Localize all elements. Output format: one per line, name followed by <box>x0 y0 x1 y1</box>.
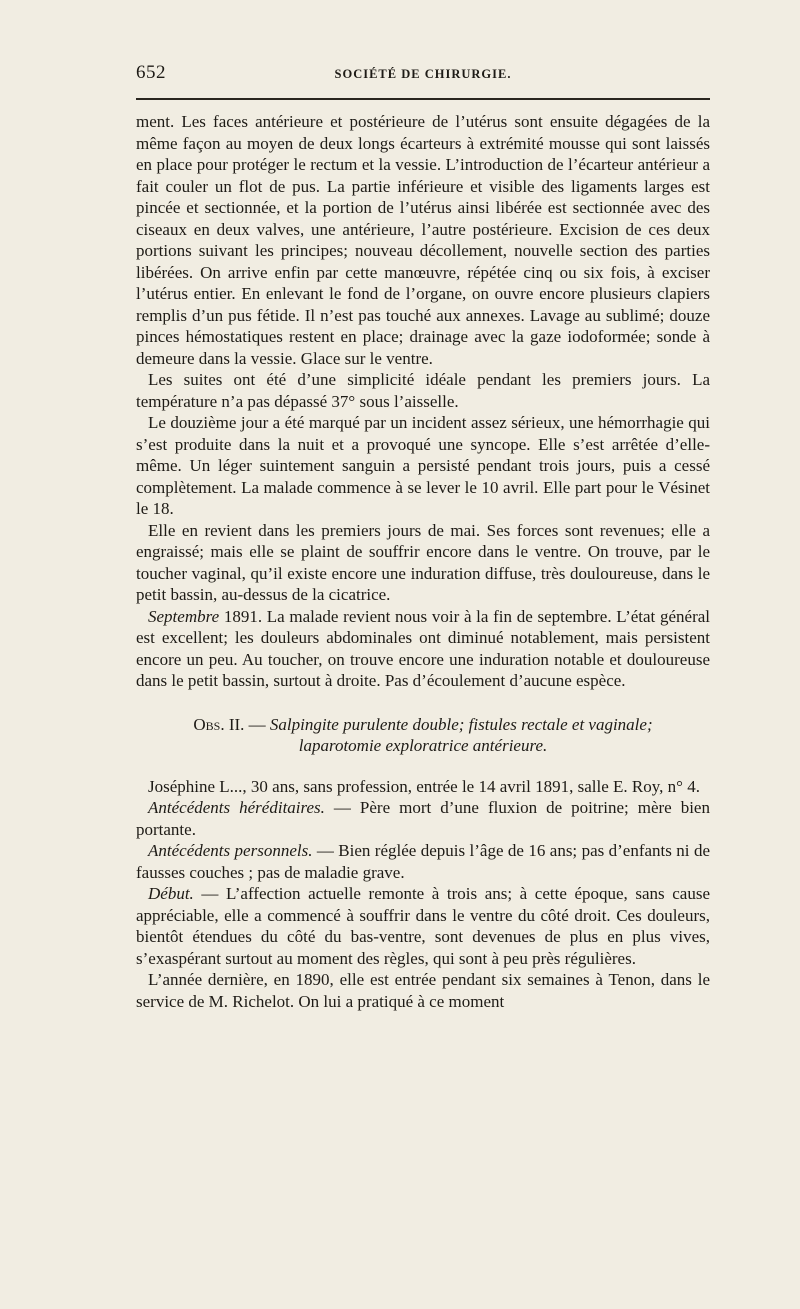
running-head: SOCIÉTÉ DE CHIRURGIE. <box>334 67 512 81</box>
page-body <box>136 111 710 1012</box>
paragraph-personnels <box>136 840 710 883</box>
paragraph-suites: Les suites ont été d’une simplicité idéale pendant les premiers jours. La température n’a pas dépassé 37° sous l’aisselle. <box>136 370 710 411</box>
page-number: 652 <box>136 62 166 83</box>
debut-label: Début. <box>148 884 194 903</box>
date-septembre: Septembre <box>148 606 220 626</box>
paragraph-annee-derniere: L’année dernière, en 1890, elle est entrée pendant six semaines à Tenon, dans le service de M. Richelot. On lui a pratiqué à ce moment <box>136 970 710 1011</box>
observation-dash: — <box>244 714 270 734</box>
debut-text: — L’affection actuelle remonte à trois ans; à cette époque, sans cause appréciable, elle a commencé à souffrir dans le ventre du côté droit. Ces douleurs, bientôt étendues du côté du bas-ventre, sont devenues de plus en plus vives, s’exaspérant surtout au moment des règles, qui sont à peu près régulières. <box>136 884 710 968</box>
hereditaires-text: — Père mort d’une fluxion de poitrine; mère bien portante. <box>136 798 710 839</box>
paragraph-septembre <box>136 606 710 692</box>
paragraph-debut <box>136 883 710 969</box>
observation-title-line1: Salpingite purulente double; fistules rectale et vaginale; <box>269 714 653 734</box>
paragraph-patient: Joséphine L..., 30 ans, sans profession, entrée le 14 avril 1891, salle E. Roy, n° 4. <box>148 776 700 796</box>
page-header <box>136 62 710 86</box>
observation-title-line2: laparotomie exploratrice antérieure. <box>298 735 548 755</box>
observation-label: Obs. II. <box>193 714 245 734</box>
paragraph-hereditaires <box>136 797 710 840</box>
observation-heading <box>136 714 710 756</box>
paragraph-operation: ment. Les faces antérieure et postérieure de l’utérus sont ensuite dégagées de la même façon au moyen de deux longs écarteurs à extrémité mousse qui sont laissés en place pour protéger le rectum et la vessie. L’introduction de l’écarteur antérieur a fait couler un flot de pus. La partie inférieure et visible des ligaments larges est pincée et sectionnée, et la portion de l’utérus ainsi libérée est sectionnée avec des ciseaux en deux valves, une antérieure, l’autre postérieure. Excision de ces deux portions suivant les principes; nouveau décollement, nouvelle section des parties libérées. On arrive enfin par cette manœuvre, répétée cinq ou six fois, à exciser l’utérus entier. En enlevant le fond de l’organe, on ouvre encore plusieurs clapiers remplis d’un pus fétide. Il n’est pas touché aux annexes. Lavage au sublimé; douze pinces hémostatiques restent en place; drainage avec la gaze iodoformée; sonde à demeure dans la vessie. Glace sur le ventre. <box>136 112 710 368</box>
paragraph-douzieme-jour: Le douzième jour a été marqué par un incident assez sérieux, une hémorrhagie qui s’est produite dans la nuit et a provoqué une syncope. Elle s’est arrêtée d’elle-même. Un léger suintement sanguin a persisté pendant trois jours, puis a cessé complètement. La malade commence à se lever le 10 avril. Elle part pour le Vésinet le 18. <box>136 413 710 518</box>
personnels-text: — Bien réglée depuis l’âge de 16 ans; pas d’enfants ni de fausses couches ; pas de maladie grave. <box>136 841 710 882</box>
personnels-label: Antécédents personnels. <box>148 841 313 860</box>
septembre-text: 1891. La malade revient nous voir à la fin de septembre. L’état général est excellent; les douleurs abdominales ont diminué notablement, mais persistent encore un peu. Au toucher, on trouve encore une induration notable et douloureuse dans le petit bassin, surtout à droite. Pas d’écoulement d’aucune espèce. <box>136 606 710 690</box>
paragraph-mai: Elle en revient dans les premiers jours de mai. Ses forces sont revenues; elle a engraissé; mais elle se plaint de souffrir encore dans le ventre. On trouve, par le toucher vaginal, qu’il existe encore une induration diffuse, très douloureuse, dans le petit bassin, au-dessus de la cicatrice. <box>136 520 710 604</box>
hereditaires-label: Antécédents héréditaires. <box>148 798 325 817</box>
header-rule <box>136 98 710 100</box>
